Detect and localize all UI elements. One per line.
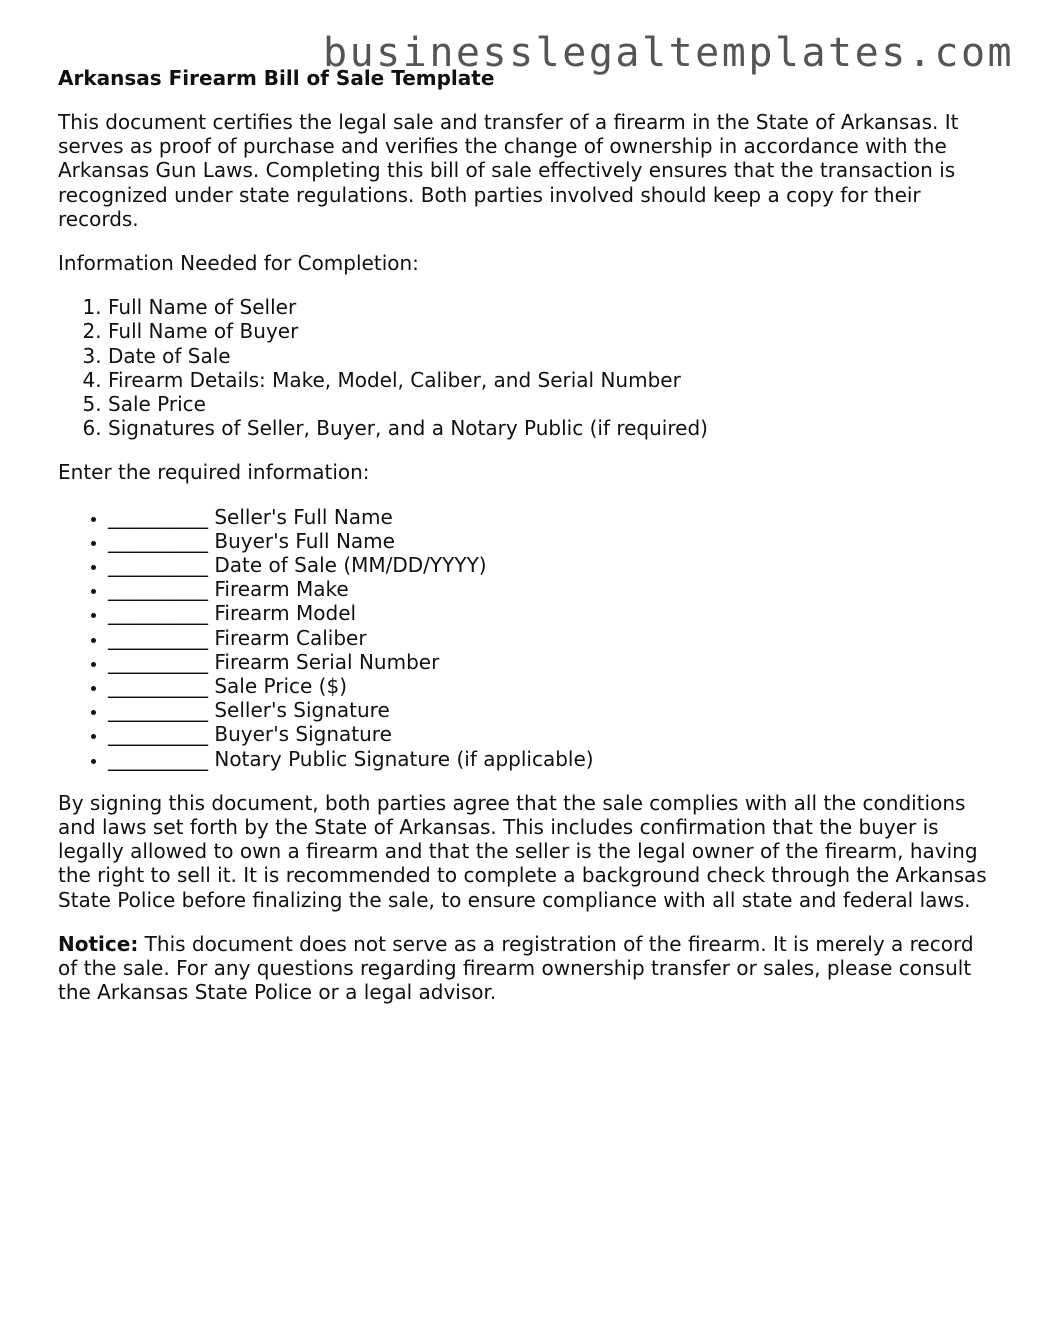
blank-line[interactable]: __________ [108, 746, 208, 771]
info-list-item: 3. Date of Sale [108, 344, 998, 368]
blank-line[interactable]: __________ [108, 625, 208, 650]
info-list-item: 4. Firearm Details: Make, Model, Caliber, and Serial Number [108, 368, 998, 392]
field-item-sellers-full-name [108, 505, 998, 529]
field-item-notary-signature [108, 747, 998, 771]
info-list [58, 295, 998, 440]
intro-paragraph: This document certifies the legal sale and transfer of a firearm in the State of Arkansas. It serves as proof of purchase and verifies the change of ownership in accordance with the Arkansas Gun Laws. Completing this bill of sale effectively ensures that the transaction is recognized under state regulations. Both parties involved should keep a copy for their records. [58, 110, 959, 231]
blank-line[interactable]: __________ [108, 601, 208, 626]
field-item-date-of-sale [108, 553, 998, 577]
field-item-buyers-signature [108, 722, 998, 746]
blank-line[interactable]: __________ [108, 553, 208, 578]
blank-line[interactable]: __________ [108, 722, 208, 747]
agreement-paragraph: By signing this document, both parties agree that the sale complies with all the conditions and laws set forth by the State of Arkansas. This includes confirmation that the buyer is legally allowed to own a firearm and that the seller is the legal owner of the firearm, having the right to sell it. It is recommended to complete a background check through the Arkansas State Police before finalizing the sale, to ensure compliance with all state and federal laws. [58, 790, 987, 912]
document-title: Arkansas Firearm Bill of Sale Template [58, 66, 495, 90]
field-label: Firearm Caliber [214, 625, 367, 650]
notice-paragraph [58, 932, 998, 1005]
info-list-item: 2. Full Name of Buyer [108, 319, 998, 343]
field-item-firearm-make [108, 577, 998, 601]
info-list-item: 6. Signatures of Seller, Buyer, and a Notary Public (if required) [108, 416, 998, 440]
info-heading: Information Needed for Completion: [58, 251, 419, 276]
watermark: businesslegaltemplates.com [323, 30, 1015, 76]
field-label: Seller's Full Name [214, 504, 393, 529]
notice-label: Notice: [58, 931, 139, 956]
field-item-firearm-model [108, 601, 998, 625]
field-item-firearm-serial-number [108, 650, 998, 674]
field-item-firearm-caliber [108, 626, 998, 650]
field-label: Sale Price ($) [214, 674, 348, 699]
blank-line[interactable]: __________ [108, 674, 208, 699]
blank-line[interactable]: __________ [108, 504, 208, 529]
enter-heading: Enter the required information: [58, 460, 370, 485]
fields-list [58, 505, 998, 771]
field-label: Notary Public Signature (if applicable) [214, 746, 594, 771]
field-label: Buyer's Signature [214, 722, 392, 747]
field-label: Firearm Make [214, 577, 349, 602]
field-label: Seller's Signature [214, 698, 390, 723]
blank-line[interactable]: __________ [108, 528, 208, 553]
field-label: Firearm Serial Number [214, 649, 440, 674]
notice-text: This document does not serve as a registration of the firearm. It is merely a record of the sale. For any questions regarding firearm ownership transfer or sales, please consult the Arkansas State Police or a legal advisor. [58, 931, 974, 1005]
info-list-item: 5. Sale Price [108, 392, 998, 416]
blank-line[interactable]: __________ [108, 577, 208, 602]
field-item-buyers-full-name [108, 529, 998, 553]
field-item-sale-price [108, 674, 998, 698]
field-item-sellers-signature [108, 698, 998, 722]
blank-line[interactable]: __________ [108, 698, 208, 723]
blank-line[interactable]: __________ [108, 649, 208, 674]
field-label: Buyer's Full Name [214, 528, 395, 553]
document-body [58, 66, 998, 1005]
info-list-item: 1. Full Name of Seller [108, 295, 998, 319]
field-label: Date of Sale (MM/DD/YYYY) [214, 553, 487, 578]
field-label: Firearm Model [214, 601, 357, 626]
